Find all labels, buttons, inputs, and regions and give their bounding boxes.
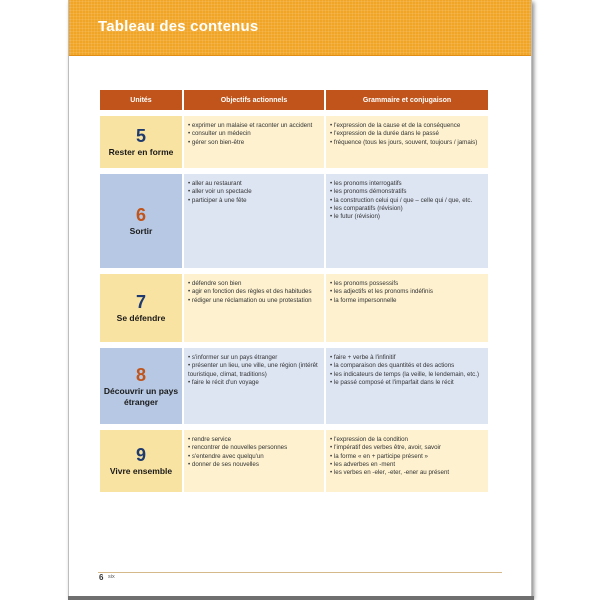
grammar-item: • les pronoms interrogatifs (330, 180, 484, 188)
objectives-cell (184, 274, 324, 342)
column-header-objectives: Objectifs actionnels (184, 90, 324, 110)
unit-name: Vivre ensemble (109, 466, 173, 476)
page-number: 6 (99, 573, 104, 582)
grammar-item: • l'expression de la cause et de la conséquence (330, 122, 484, 130)
page (68, 0, 532, 598)
unit-number: 6 (135, 205, 146, 225)
objective-item: • exprimer un malaise et raconter un accident (188, 122, 320, 130)
grammar-cell (326, 348, 488, 424)
unit-name: Sortir (129, 226, 153, 236)
contents-table (98, 84, 490, 498)
unit-cell (100, 116, 182, 168)
grammar-item: • la construction celui qui / que – celle qui / que, etc. (330, 197, 484, 205)
objective-item: • agir en fonction des règles et des habitudes (188, 288, 320, 296)
objectives-cell (184, 116, 324, 168)
table-row-unit-6 (100, 174, 488, 268)
unit-name: Découvrir un pays étranger (103, 385, 179, 407)
unit-number: 5 (135, 126, 146, 146)
objective-item: • rédiger une réclamation ou une protestation (188, 297, 320, 305)
unit-name: Se défendre (116, 313, 166, 323)
objective-item: • s'entendre avec quelqu'un (188, 453, 320, 461)
page-shadow (68, 596, 534, 600)
column-header-units: Unités (100, 90, 182, 110)
grammar-item: • les adjectifs et les pronoms indéfinis (330, 288, 484, 296)
unit-cell (100, 174, 182, 268)
page-number-word: six (108, 574, 115, 580)
objective-item: • consulter un médecin (188, 130, 320, 138)
objectives-cell (184, 174, 324, 268)
table-header-row (100, 90, 488, 110)
grammar-item: • les pronoms possessifs (330, 280, 484, 288)
grammar-cell (326, 274, 488, 342)
page-title: Tableau des contenus (98, 18, 259, 35)
unit-cell (100, 274, 182, 342)
grammar-item: • la comparaison des quantités et des actions (330, 362, 484, 370)
grammar-cell (326, 116, 488, 168)
objective-item: • aller voir un spectacle (188, 188, 320, 196)
objective-item: • gérer son bien-être (188, 139, 320, 147)
objective-item: • s'informer sur un pays étranger (188, 354, 320, 362)
objective-item: • faire le récit d'un voyage (188, 379, 320, 387)
grammar-cell (326, 430, 488, 492)
unit-cell (100, 348, 182, 424)
objective-item: • aller au restaurant (188, 180, 320, 188)
grammar-item: • la forme « en + participe présent » (330, 453, 484, 461)
column-header-grammar: Grammaire et conjugaison (326, 90, 488, 110)
unit-name: Rester en forme (108, 147, 174, 157)
unit-number: 7 (135, 292, 146, 312)
grammar-item: • fréquence (tous les jours, souvent, toujours / jamais) (330, 139, 484, 147)
title-banner (69, 0, 531, 56)
grammar-item: • l'impératif des verbes être, avoir, savoir (330, 444, 484, 452)
objectives-cell (184, 430, 324, 492)
unit-number: 8 (135, 364, 146, 385)
grammar-item: • l'expression de la durée dans le passé (330, 130, 484, 138)
grammar-item: • les pronoms démonstratifs (330, 188, 484, 196)
grammar-item: • les comparatifs (révision) (330, 205, 484, 213)
grammar-item: • les indicateurs de temps (la veille, le lendemain, etc.) (330, 371, 484, 379)
grammar-item: • le passé composé et l'imparfait dans le récit (330, 379, 484, 387)
table-row-unit-9 (100, 430, 488, 492)
unit-number: 9 (135, 445, 146, 465)
grammar-item: • les adverbes en -ment (330, 461, 484, 469)
objective-item: • défendre son bien (188, 280, 320, 288)
objective-item: • donner de ses nouvelles (188, 461, 320, 469)
footer-divider (98, 572, 502, 573)
table-row-unit-5 (100, 116, 488, 168)
table-row-unit-7 (100, 274, 488, 342)
grammar-item: • faire + verbe à l'infinitif (330, 354, 484, 362)
objective-item: • rendre service (188, 436, 320, 444)
grammar-item: • la forme impersonnelle (330, 297, 484, 305)
unit-cell (100, 430, 182, 492)
objective-item: • participer à une fête (188, 197, 320, 205)
grammar-cell (326, 174, 488, 268)
grammar-item: • les verbes en -eler, -eter, -ener au présent (330, 469, 484, 477)
objectives-cell (184, 348, 324, 424)
table-row-unit-8 (100, 348, 488, 424)
objective-item: • rencontrer de nouvelles personnes (188, 444, 320, 452)
objective-item: • présenter un lieu, une ville, une région (intérêt touristique, climat, traditions) (188, 362, 320, 379)
grammar-item: • le futur (révision) (330, 213, 484, 221)
grammar-item: • l'expression de la condition (330, 436, 484, 444)
